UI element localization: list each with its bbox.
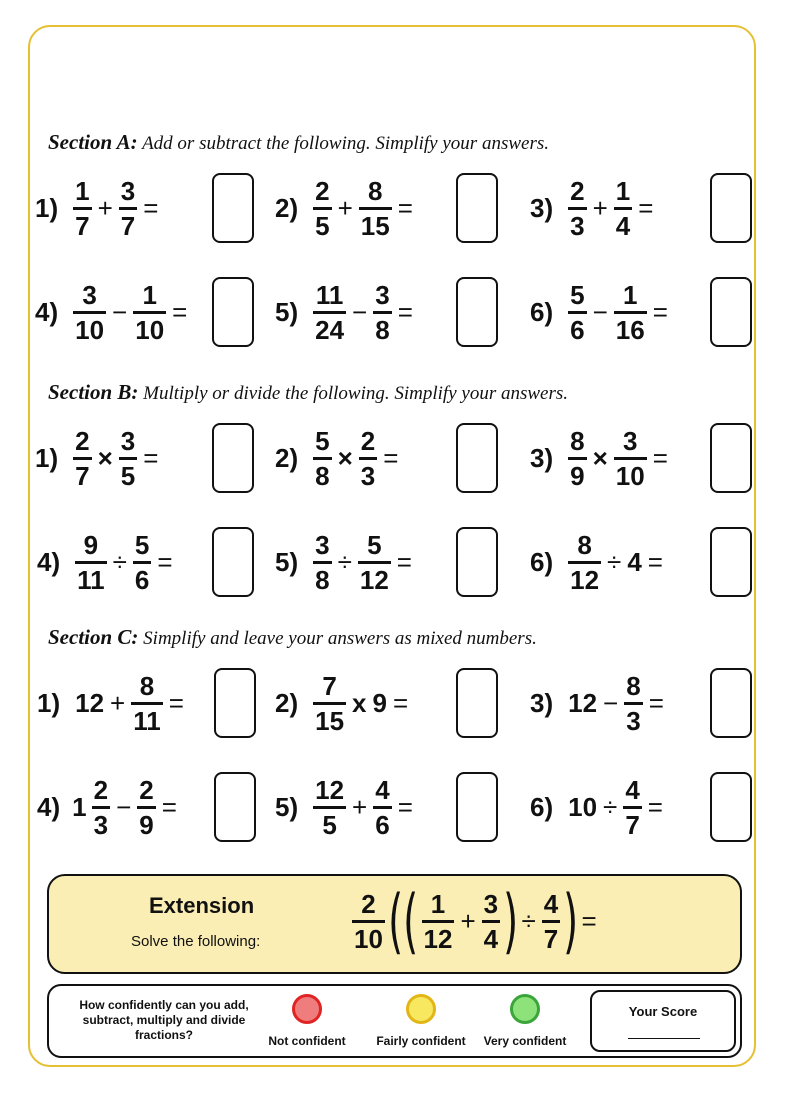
denominator: 24 — [315, 314, 345, 345]
confidence-panel — [47, 984, 742, 1058]
fraction — [313, 280, 346, 345]
fraction-bar — [352, 920, 385, 923]
fraction-bar — [313, 702, 346, 705]
fraction — [568, 426, 586, 491]
numerator: 8 — [626, 670, 641, 701]
fraction-bar — [131, 702, 163, 705]
problem-number: 3) — [530, 442, 554, 473]
fraction-bar — [119, 457, 137, 460]
equals-sign: = — [143, 442, 159, 473]
fraction-bar — [133, 561, 151, 564]
operator: × — [337, 442, 353, 473]
problem-c2 — [275, 663, 411, 743]
fraction-bar — [542, 920, 560, 923]
operator: + — [110, 687, 126, 718]
numerator: 2 — [93, 774, 109, 805]
numerator: 2 — [361, 888, 376, 919]
numerator: 4 — [543, 888, 559, 919]
denominator: 10 — [75, 314, 105, 345]
denominator: 8 — [315, 564, 330, 595]
open-paren-outer: ( — [388, 880, 404, 962]
confidence-label: Very confident — [483, 1034, 567, 1048]
fraction-bar — [568, 311, 586, 314]
operator: × — [592, 442, 608, 473]
fraction — [482, 889, 500, 954]
operator: + — [592, 192, 608, 223]
answer-box-b6[interactable] — [710, 527, 752, 597]
fraction-bar — [313, 806, 346, 809]
fraction-bar — [119, 207, 137, 210]
operator: + — [352, 791, 368, 822]
problem-c5 — [275, 767, 416, 847]
numerator: 2 — [570, 175, 585, 206]
fraction — [119, 176, 137, 241]
fraction-bar — [359, 207, 392, 210]
fraction — [614, 176, 632, 241]
numerator: 4 — [625, 774, 640, 805]
fraction-bar — [313, 311, 346, 314]
denominator: 7 — [75, 210, 90, 241]
operator: ÷ — [521, 905, 536, 936]
numerator: 2 — [315, 175, 330, 206]
numerator: 3 — [375, 279, 390, 310]
numerator: 3 — [483, 888, 499, 919]
numerator: 4 — [375, 774, 390, 805]
equals-sign: = — [652, 296, 668, 327]
denominator: 9 — [139, 809, 154, 840]
fraction-bar — [373, 311, 391, 314]
fraction-bar — [614, 457, 647, 460]
problem-c1 — [37, 663, 187, 743]
extension-expression — [349, 880, 600, 962]
numerator: 2 — [139, 774, 154, 805]
denominator: 12 — [570, 564, 600, 595]
fraction-bar — [422, 920, 455, 923]
fraction-bar — [614, 311, 647, 314]
answer-box-b1[interactable] — [212, 423, 254, 493]
mixed-whole-number: 1 — [72, 791, 87, 822]
numerator: 2 — [360, 425, 376, 456]
extension-panel — [47, 874, 742, 974]
numerator: 5 — [367, 529, 382, 560]
yellow-circle-icon[interactable] — [406, 994, 436, 1024]
denominator: 7 — [543, 923, 559, 954]
fraction — [568, 280, 586, 345]
fraction — [133, 530, 151, 595]
answer-box-c1[interactable] — [214, 668, 256, 738]
whole-number: 9 — [372, 687, 387, 718]
numerator: 3 — [120, 425, 136, 456]
denominator: 3 — [360, 460, 376, 491]
section-b-title — [48, 380, 568, 405]
problem-c4 — [37, 767, 180, 847]
denominator: 5 — [315, 210, 330, 241]
denominator: 7 — [120, 210, 136, 241]
fraction — [75, 530, 107, 595]
equals-sign: = — [168, 687, 184, 718]
fraction — [313, 775, 346, 840]
numerator: 3 — [120, 175, 136, 206]
equals-sign: = — [638, 192, 654, 223]
fraction-bar — [358, 561, 391, 564]
denominator: 9 — [570, 460, 585, 491]
operator: ÷ — [337, 546, 352, 577]
problem-number: 6) — [530, 296, 554, 327]
answer-box-b5[interactable] — [456, 527, 498, 597]
fraction-bar — [614, 207, 632, 210]
answer-box-c2[interactable] — [456, 668, 498, 738]
problem-b4 — [37, 522, 176, 602]
section-c-title — [48, 625, 537, 650]
equals-sign: = — [392, 687, 409, 718]
problem-a6 — [530, 272, 671, 352]
denominator: 3 — [93, 809, 109, 840]
fraction — [313, 530, 331, 595]
numerator: 1 — [142, 279, 157, 310]
fraction — [614, 426, 647, 491]
score-line — [628, 1038, 700, 1039]
problem-b2 — [275, 418, 401, 498]
numerator: 9 — [83, 529, 99, 560]
fraction — [359, 176, 392, 241]
numerator: 1 — [623, 279, 638, 310]
denominator: 6 — [570, 314, 585, 345]
equals-sign: = — [647, 791, 663, 822]
operator: × — [97, 442, 113, 473]
denominator: 10 — [135, 314, 165, 345]
close-paren-inner: ) — [503, 880, 519, 962]
section-a-title — [48, 130, 549, 155]
fraction-bar — [624, 702, 642, 705]
problem-c6 — [530, 767, 666, 847]
numerator: 8 — [570, 425, 585, 456]
denominator: 7 — [75, 460, 90, 491]
problem-number: 2) — [275, 442, 299, 473]
equals-sign: = — [157, 546, 173, 577]
score-label: Your Score — [628, 1004, 698, 1019]
denominator: 15 — [315, 705, 345, 736]
fraction — [119, 426, 137, 491]
operator: − — [592, 296, 608, 327]
fraction — [73, 280, 106, 345]
numerator: 3 — [82, 279, 97, 310]
confidence-option-fairly[interactable] — [366, 994, 476, 1048]
whole-number: 10 — [568, 791, 598, 822]
problem-number: 6) — [530, 791, 554, 822]
fraction — [568, 530, 601, 595]
extension-subtitle: Solve the following: — [131, 933, 261, 950]
denominator: 4 — [615, 210, 631, 241]
numerator: 1 — [430, 888, 446, 919]
denominator: 6 — [375, 809, 390, 840]
problem-a1 — [35, 168, 161, 248]
equals-sign: = — [172, 296, 188, 327]
whole-number: 12 — [568, 687, 598, 718]
fraction-bar — [482, 920, 500, 923]
fraction — [73, 426, 91, 491]
equals-sign: = — [143, 192, 159, 223]
denominator: 11 — [77, 564, 105, 595]
operator: ÷ — [112, 546, 127, 577]
problem-number: 5) — [275, 546, 299, 577]
numerator: 3 — [315, 529, 330, 560]
numerator: 5 — [134, 529, 150, 560]
problem-number: 3) — [530, 192, 554, 223]
equals-sign: = — [396, 546, 412, 577]
operator: ÷ — [603, 791, 618, 822]
answer-box-a6[interactable] — [710, 277, 752, 347]
confidence-label: Fairly confident — [376, 1034, 466, 1048]
close-paren-outer: ) — [563, 880, 579, 962]
numerator: 3 — [623, 425, 638, 456]
operator: + — [337, 192, 353, 223]
green-circle-icon[interactable] — [510, 994, 540, 1024]
problem-number: 3) — [530, 687, 554, 718]
fraction — [373, 280, 391, 345]
denominator: 8 — [375, 314, 390, 345]
problem-number: 1) — [35, 442, 59, 473]
numerator: 1 — [75, 175, 90, 206]
fraction-bar — [568, 561, 601, 564]
operator: x — [352, 687, 367, 718]
operator: − — [112, 296, 128, 327]
problem-number: 1) — [37, 687, 61, 718]
problem-a5 — [275, 272, 416, 352]
numerator: 7 — [322, 670, 337, 701]
problem-number: 5) — [275, 791, 299, 822]
fraction-bar — [137, 806, 155, 809]
equals-sign: = — [397, 791, 413, 822]
problem-number: 1) — [35, 192, 59, 223]
fraction — [92, 775, 110, 840]
denominator: 6 — [134, 564, 150, 595]
problem-b6 — [530, 522, 666, 602]
problem-a2 — [275, 168, 416, 248]
answer-box-c3[interactable] — [710, 668, 752, 738]
equals-sign: = — [648, 687, 664, 718]
fraction — [313, 671, 346, 736]
fraction — [614, 280, 647, 345]
fraction — [542, 889, 560, 954]
equals-sign: = — [647, 546, 663, 577]
fraction — [137, 775, 155, 840]
denominator: 12 — [423, 923, 453, 954]
confidence-option-not[interactable] — [252, 994, 362, 1048]
problem-a3 — [530, 168, 656, 248]
fraction-bar — [568, 207, 586, 210]
problem-number: 4) — [37, 791, 61, 822]
numerator: 8 — [577, 529, 592, 560]
equals-sign: = — [161, 791, 177, 822]
answer-box-a5[interactable] — [456, 277, 498, 347]
answer-box-b4[interactable] — [212, 527, 254, 597]
denominator: 5 — [322, 809, 337, 840]
open-paren-inner: ( — [403, 880, 419, 962]
numerator: 5 — [570, 279, 585, 310]
problem-number: 2) — [275, 687, 299, 718]
problem-b5 — [275, 522, 415, 602]
confidence-label: Not confident — [268, 1034, 346, 1048]
problem-c3 — [530, 663, 667, 743]
answer-box-a2[interactable] — [456, 173, 498, 243]
fraction — [133, 280, 166, 345]
numerator: 8 — [368, 175, 383, 206]
operator: − — [116, 791, 132, 822]
operator: ÷ — [607, 546, 622, 577]
confidence-question: How confidently can you add, subtract, multiply and divide fractions? — [79, 998, 249, 1042]
fraction-bar — [92, 806, 110, 809]
denominator: 12 — [359, 564, 389, 595]
denominator: 8 — [315, 460, 330, 491]
fraction — [568, 176, 586, 241]
red-circle-icon[interactable] — [292, 994, 322, 1024]
fraction — [131, 671, 163, 736]
fraction — [624, 671, 642, 736]
section-a-instructions: Add or subtract the following. Simplify your answers. — [142, 133, 549, 154]
operator: − — [603, 687, 619, 718]
numerator: 2 — [75, 425, 90, 456]
denominator: 15 — [360, 210, 390, 241]
operator: − — [352, 296, 368, 327]
denominator: 5 — [120, 460, 136, 491]
numerator: 12 — [315, 774, 345, 805]
equals-sign: = — [652, 442, 668, 473]
fraction — [73, 176, 91, 241]
section-b-label: Section B: — [48, 380, 139, 404]
answer-box-a4[interactable] — [212, 277, 254, 347]
denominator: 4 — [483, 923, 499, 954]
fraction — [358, 530, 391, 595]
fraction — [313, 426, 331, 491]
fraction — [422, 889, 455, 954]
fraction-bar — [623, 806, 641, 809]
answer-box-b2[interactable] — [456, 423, 498, 493]
denominator: 10 — [354, 923, 383, 954]
answer-box-a1[interactable] — [212, 173, 254, 243]
denominator: 10 — [615, 460, 645, 491]
answer-box-b3[interactable] — [710, 423, 752, 493]
denominator: 11 — [133, 705, 161, 736]
denominator: 3 — [626, 705, 641, 736]
problem-b1 — [35, 418, 161, 498]
fraction — [359, 426, 377, 491]
problem-number: 5) — [275, 296, 299, 327]
denominator: 7 — [625, 809, 640, 840]
equals-sign: = — [383, 442, 399, 473]
score-box[interactable] — [590, 990, 736, 1052]
equals-sign: = — [397, 192, 413, 223]
denominator: 3 — [570, 210, 585, 241]
problem-number: 4) — [37, 546, 61, 577]
fraction-bar — [73, 207, 91, 210]
fraction-bar — [313, 561, 331, 564]
fraction-bar — [75, 561, 107, 564]
numerator: 5 — [315, 425, 330, 456]
equals-sign: = — [581, 905, 597, 936]
operator: + — [460, 905, 476, 936]
problem-number: 4) — [35, 296, 59, 327]
numerator: 11 — [315, 279, 344, 310]
section-c-label: Section C: — [48, 625, 139, 649]
numerator: 1 — [615, 175, 631, 206]
equals-sign: = — [397, 296, 413, 327]
whole-number: 12 — [75, 687, 105, 718]
answer-box-c5[interactable] — [456, 772, 498, 842]
fraction — [352, 889, 385, 954]
problem-b3 — [530, 418, 671, 498]
problem-a4 — [35, 272, 190, 352]
fraction — [313, 176, 331, 241]
fraction-bar — [373, 806, 391, 809]
problem-number: 2) — [275, 192, 299, 223]
answer-box-c4[interactable] — [214, 772, 256, 842]
section-a-label: Section A: — [48, 130, 138, 154]
section-b-instructions: Multiply or divide the following. Simplify your answers. — [143, 383, 568, 404]
extension-title: Extension — [149, 893, 255, 918]
fraction-bar — [359, 457, 377, 460]
fraction — [373, 775, 391, 840]
answer-box-a3[interactable] — [710, 173, 752, 243]
section-c-instructions: Simplify and leave your answers as mixed numbers. — [143, 628, 537, 649]
answer-box-c6[interactable] — [710, 772, 752, 842]
fraction-bar — [73, 311, 106, 314]
fraction-bar — [73, 457, 91, 460]
problem-number: 6) — [530, 546, 554, 577]
fraction-bar — [133, 311, 166, 314]
fraction-bar — [313, 457, 331, 460]
denominator: 16 — [615, 314, 645, 345]
confidence-option-very[interactable] — [470, 994, 580, 1048]
fraction-bar — [313, 207, 331, 210]
fraction — [623, 775, 641, 840]
operator: + — [97, 192, 113, 223]
whole-number: 4 — [627, 546, 642, 577]
numerator: 8 — [139, 670, 155, 701]
fraction-bar — [568, 457, 586, 460]
